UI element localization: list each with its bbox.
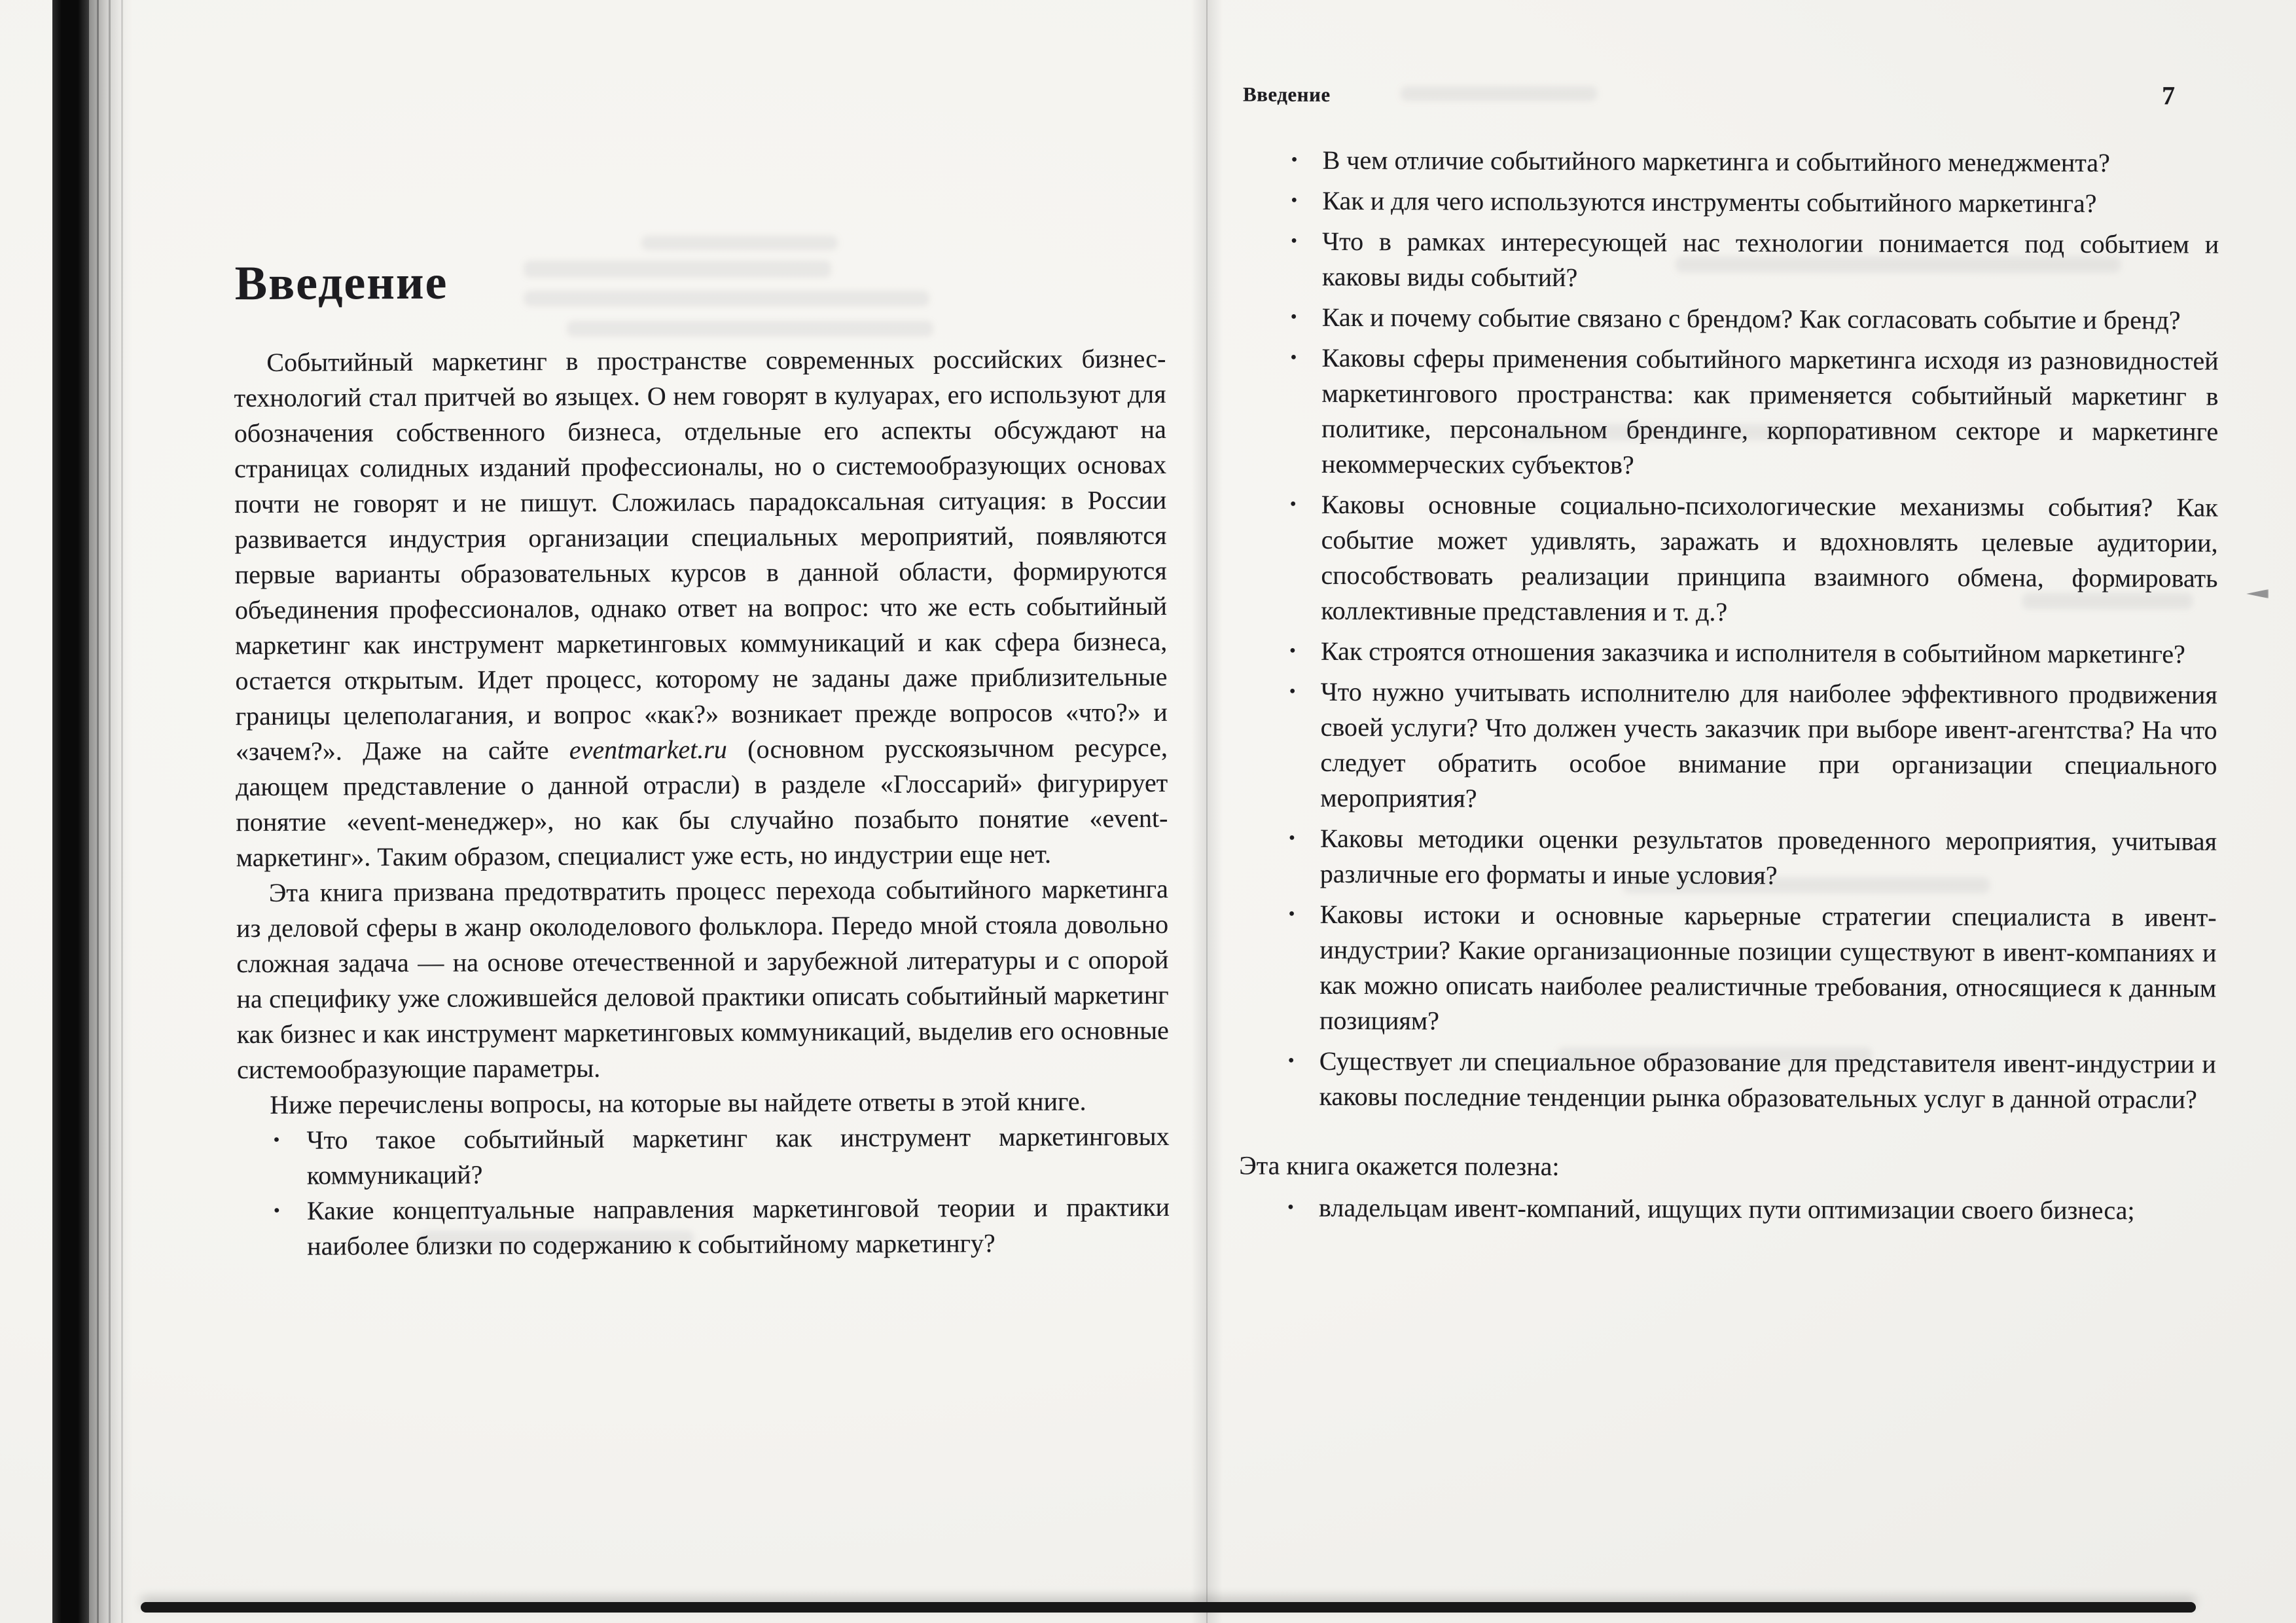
list-item-text: Что в рамках интересующей нас технологии понимается под событием и каковы виды событий? [1321,226,2219,293]
list-item-text: Каковы методики оценки результатов проведенного мероприятия, учитывая различные его форматы и иные условия? [1319,823,2217,890]
list-item-text: Как и для чего используются инструменты событийного маркетинга? [1322,185,2097,218]
list-item-text: Как и почему событие связано с брендом? Как согласовать событие и бренд? [1321,302,2181,335]
intro-paragraph-2: Эта книга призвана предотвратить процесс перехода событийного маркетинга из деловой сферы в жанр околоделового фольклора. Передо мной стояла довольно сложная задача — на основе отечественной и зарубежной литературы и с опорой на специфику уже сложившейся деловой практики описать событийный маркетинг как бизнес и как инструмент маркетинговых коммуникаций, выделив его основные системообразующие параметры. [236,873,1169,1085]
left-page-body [234,341,1170,1264]
bullet-icon: • [1287,1050,1295,1071]
book-bottom-edge [141,1602,2196,1613]
list-item [1242,340,2219,484]
bullet-icon: • [273,1129,280,1150]
bullet-icon: • [1291,190,1298,211]
bullet-icon: • [1289,494,1297,515]
page-edge-line [121,0,123,1623]
list-item [1240,1043,2216,1117]
list-item-text: Каковы основные социально-психологические механизмы события? Как событие может удивлять, заражать и вдохновлять целевые аудитории, способствовать реализации принципа взаимного обмена, формировать коллективные представления и т. д.? [1321,489,2218,627]
right-page [1239,77,2219,1233]
right-page-body [1239,142,2219,1228]
list-item [1241,486,2218,631]
intro-paragraph-1 [234,341,1168,875]
left-page-bullet-list [237,1119,1170,1264]
paragraph-text: (основном русскоязычном ресурсе, дающем представление о данной отрасли) в разделе «Глоссарий» фигурирует понятие «event-менеджер», но как бы случайно позабыто понятие «event-маркетинг». Таким образом, специалист уже есть, но индустрии еще нет. [236,732,1168,873]
list-item [1242,223,2219,297]
bullet-icon: • [1288,828,1295,848]
list-item [237,1119,1169,1194]
left-page [234,255,1170,1264]
list-item [1242,299,2219,338]
paragraph-text: Событийный маркетинг в пространстве современных российских бизнес-технологий стал притчей во языцех. О нем говорят в кулуарах, его используют для обозначения собственного бизнеса, отдельные его аспекты обсуждают на страницах солидных изданий профессионалы, но о системообразующих основах почти не говорят и не пишут. Сложилась парадоксальная ситуация: в России развивается индустрия организации специальных мероприятий, появляются первые варианты образовательных курсов в данной области, формируются объединения профессионалов, однако ответ на вопрос: что же есть событийный маркетинг как инструмент маркетинговых коммуникаций и как сфера бизнеса, остается открытым. Идет процесс, которому не заданы даже приблизительные границы целеполагания, и вопрос «как?» возникает прежде вопросов «что?» и «зачем?». Даже на сайте [234,343,1168,767]
list-item-text: Каковы истоки и основные карьерные стратегии специалиста в ивент-индустрии? Какие организационные позиции существуют в ивент-компаниях и как можно описать наиболее реалистичные требования, относящиеся к данным позициям? [1319,899,2217,1036]
list-item [1243,142,2219,181]
bullet-icon: • [1290,347,1297,368]
bullet-icon: • [1287,1197,1294,1218]
list-item [1240,820,2217,894]
list-item-text: Какие концептуальные направления маркетинговой теории и практики наиболее близки по содержанию к событийному маркетингу? [306,1192,1170,1261]
website-name-italic: eventmarket.ru [569,734,727,765]
page-gutter-line [1206,0,1208,1623]
closing-intro: Эта книга окажется полезна: [1239,1150,1560,1182]
list-item-text: Каковы сферы применения событийного маркетинга исходя из разновидностей маркетингового пространства: как применяется событийный маркетинг в политике, персональном брендинге, корпоративном секторе и маркетинге некоммерческих субъектов? [1321,342,2219,480]
list-item-text: Что такое событийный маркетинг как инструмент маркетинговых коммуникаций? [306,1121,1170,1190]
bullet-icon: • [1289,681,1296,702]
list-item [1240,896,2217,1041]
page-edge-line [109,0,111,1623]
audience-list [1239,1190,2215,1228]
list-item-text: Как строятся отношения заказчика и исполнителя в событийном маркетинге? [1320,636,2185,669]
list-item [238,1190,1170,1264]
bullet-icon: • [1291,230,1298,251]
page-edge-stack [89,0,132,1623]
list-item-text: В чем отличие событийного маркетинга и событийного менеджмента? [1322,145,2110,178]
running-head [1242,77,2219,111]
list-item [1240,674,2217,818]
page-edge-line [97,0,99,1623]
intro-paragraph-3: Ниже перечислены вопросы, на которые вы найдете ответы в этой книге. [270,1086,1086,1120]
page-number: 7 [2161,81,2176,111]
list-item [1239,1190,2215,1228]
chapter-title: Введение [234,255,448,311]
bullet-icon: • [1288,903,1295,924]
scan-artifact [641,236,838,250]
bullet-icon: • [1289,640,1296,661]
running-head-title: Введение [1242,82,1331,106]
questions-list [1240,142,2219,1117]
bullet-icon: • [273,1200,280,1221]
list-item-text: Что нужно учитывать исполнителю для наиболее эффективного продвижения своей услуги? Что должен учесть заказчик при выборе ивент-агентства? На что следует обратить особое внимание при организации специального мероприятия? [1320,676,2217,813]
bullet-icon: • [1290,306,1297,327]
scan-margin-mark [2246,589,2269,598]
list-item [1241,633,2217,672]
list-item [1242,183,2219,221]
book-spine-edge [52,0,89,1623]
list-item-text: владельцам ивент-компаний, ищущих пути оптимизации своего бизнеса; [1318,1192,2135,1226]
list-item-text: Существует ли специальное образование для представителя ивент-индустрии и каковы последние тенденции рынка образовательных услуг в данной отрасли? [1319,1046,2216,1114]
bullet-icon: • [1291,149,1298,170]
